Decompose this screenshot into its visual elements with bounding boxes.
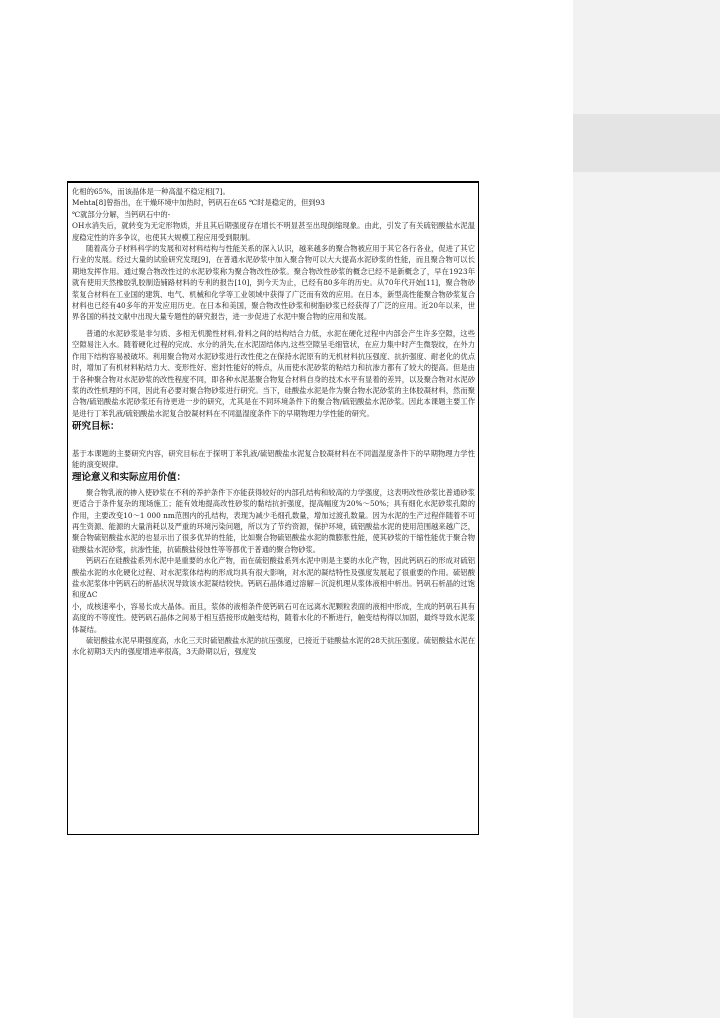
paragraph-significance-1: 聚合物乳液的掺入使砂浆在不利的养护条件下亦能获得较好的内部孔结构和较高的力学强度，这表明改性砂浆比普通砂浆更适合于条件复杂的现场施工；能有效地提高改性砂浆的黏结抗折强度，提高幅度为20%～50%；具有细化水泥砂浆孔隙的作用，主要改变10～1 000 nm范围内的孔结构，表现为减少毛细孔数量，增加过渡孔数量。因为水泥的生产过程伴随着不可再生资源、能源的大量消耗以及严重的环境污染问题，所以为了节约资源，保护环境，硫铝酸盐水泥的使用范围越来越广泛，聚合物硫铝酸盐水泥的也显示出了很多优异的性能，比如聚合物硫铝酸盐水泥的微膨胀性能，使其砂浆的干缩性能优于聚合物硅酸盐水泥砂浆，抗渗性能，抗硫酸盐侵蚀性等等都优于普通的聚合物砂浆。: [72, 487, 475, 554]
paragraph-significance-3: 小，成核速率小，容易长成大晶体。而且，浆体的液相条件使钙矾石可在远离水泥颗粒表面的液相中形成，生成的钙矾石具有高度的不等度性。使钙矾石晶体之间易于相互搭接形成触变结构，随着水化的不断进行，触变结构得以加固，最终导致水泥浆体凝结。: [72, 601, 475, 634]
paragraph-polymer: 随着高分子材料科学的发展和对材料结构与性能关系的深入认识，越来越多的聚合物被应用于其它各行各业，促进了其它行业的发展。经过大量的试验研究发现[9]，在普通水泥砂浆中加入聚合物可以大大提高水泥砂浆的性能，而且聚合物可以长期地发挥作用。通过聚合物改性过的水泥砂浆称为聚合物改性砂浆。聚合物改性砂浆的概念已经不是新概念了，早在1923年就有使用天然橡胶乳胶制造铺路材料的专利的报告[10]，到今天为止，已经有80多年的历史。从70年代开始[11]，聚合物砂浆复合材料在工业国的建筑、电气、机械和化学等工业领域中获得了广泛而有效的应用。在日本，新型高性能聚合物砂浆复合材料也已经有40多年的开发应用历史。在日本和美国，聚合物改性砂浆和树脂砂浆已经获得了广泛的应用。近20年以来，世界各国的科技文献中出现大量专题性的研究报告，进一步促进了水泥中聚合物的应用和发展。: [72, 244, 475, 322]
paragraph-mortar: 普通的水泥砂浆是非匀质、多相无机脆性材料,骨料之间的结构结合力低，水泥在硬化过程中内部会产生许多空隙，这些空隙易注入水。随着硬化过程的完成、水分的消失,在水泥固结体内,这些空隙呈毛细管状，在应力集中时产生微裂纹，在外力作用下结构容易被破坏。利用聚合物对水泥砂浆进行改性使之在保持水泥原有的无机材料抗压强度、抗折强度、耐老化的优点时，增加了有机材料粘结力大、变形性好、密封性能好的特点，从而使水泥砂浆的粘结力和抗渗力都有了较大的提高。但是由于各种聚合物对水泥砂浆的改性程度不同，即各种水泥基聚合物复合材料自身的技术水平有显着的差异，以及聚合物对水泥砂浆的改性机理的不同，因此有必要对聚合物砂浆进行研究。当下，硅酸盐水泥是作为聚合物水泥砂浆的主体胶凝材料，然而聚合物/硫铝酸盐水泥砂浆还有待更进一步的研究，尤其是在不同环境条件下的聚合物/硫铝酸盐水泥砂浆。因此本课题主要工作是进行丁苯乳液/硫铝酸盐水泥复合胶凝材料在不同温湿度条件下的早期物理力学性能的研究。: [72, 328, 475, 418]
text-frame: [67, 181, 479, 835]
heading-significance: 理论意义和实际应用价值：: [72, 472, 187, 484]
text-line: 化相的65%，而该晶体是一种高温不稳定相[7]。: [72, 187, 230, 196]
text-line: Mehta[8]曾指出，在干燥环境中加热时，钙矾石在65 ℃时是稳定的，但到93: [72, 198, 325, 208]
paragraph-research-goal: 基于本课题的主要研究内容，研究目标在于探明丁苯乳液/硫铝酸盐水泥复合胶凝材料在不同温湿度条件下的早期物理力学性能的演变规律。: [72, 448, 475, 469]
text-paragraph: OH水消失后，就转变为无定形物质，并且其后期强度存在增长不明显甚至出现倒缩现象。由此，引发了有关硫铝酸盐水泥温度稳定性的许多争议，也使其大规模工程应用受到限制。: [72, 221, 475, 242]
paragraph-significance-4: 硫铝酸盐水泥早期强度高，水化三天时硫铝酸盐水泥的抗压强度，已接近于硅酸盐水泥的28天抗压强度。硫铝酸盐水泥在水化初期3天内的强度增进率很高，3天龄期以后，强度发: [72, 636, 475, 657]
heading-research-goal: 研究目标：: [72, 421, 120, 433]
text-line: ℃就部分分解，当钙矾石中的-: [72, 209, 171, 219]
paragraph-significance-2: 钙矾石在硅酸盐系列水泥中是重要的水化产物，而在硫铝酸盐系列水泥中则是主要的水化产物，因此钙矾石的形成对硫铝酸盐水泥的水化硬化过程、对水泥浆体结构的形成均具有很大影响，对水泥的凝结特性及强度发展起了很重要的作用。硫铝酸盐水泥浆体中钙矾石的析晶状况导致该水泥凝结较快。钙矾石晶体通过溶解－沉淀机理从浆体液相中析出。钙矾石析晶的过饱和度ΔC: [72, 556, 475, 600]
comment-balloon[interactable]: [573, 114, 720, 172]
